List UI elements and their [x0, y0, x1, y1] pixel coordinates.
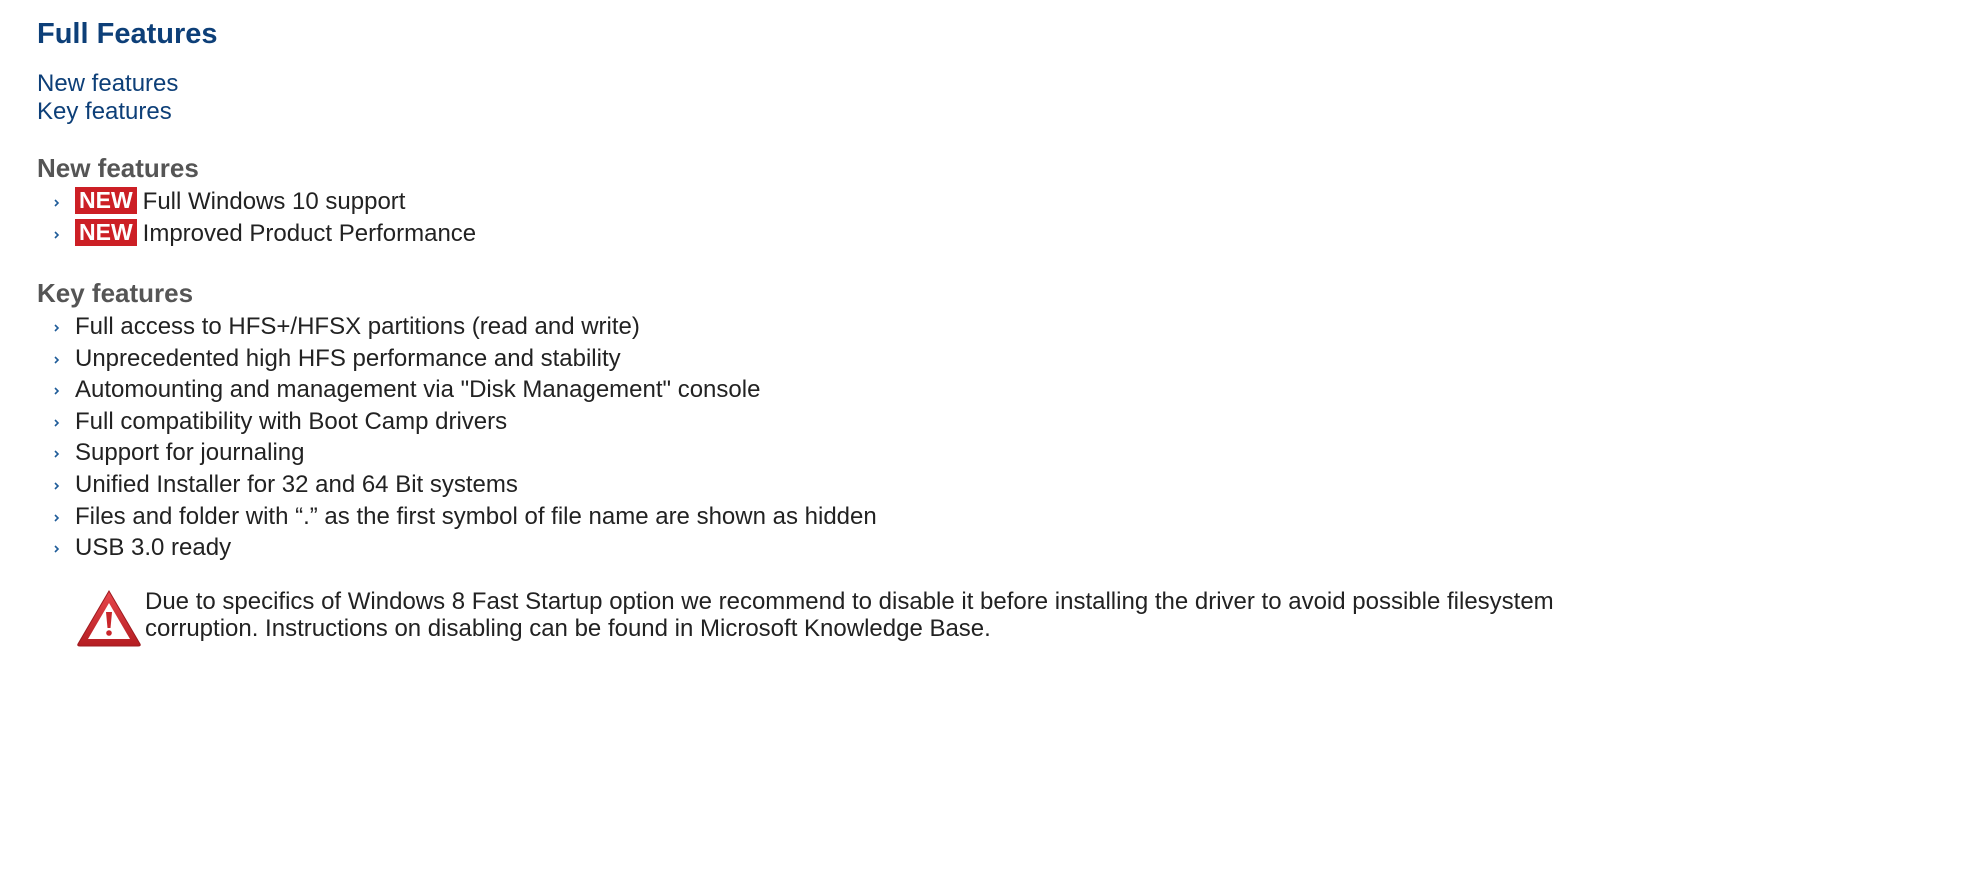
feature-text: Full access to HFS+/HFSX partitions (read and write) — [75, 313, 640, 340]
key-features-list — [37, 311, 877, 564]
chevron-right-icon — [53, 355, 61, 365]
chevron-right-icon — [53, 198, 61, 208]
feature-text: Improved Product Performance — [142, 219, 477, 247]
chevron-right-icon — [53, 481, 61, 491]
list-item — [37, 406, 877, 438]
chevron-right-icon — [53, 449, 61, 459]
feature-text: Unprecedented high HFS performance and stability — [75, 344, 621, 372]
chevron-right-icon — [53, 513, 61, 523]
feature-text: Full Windows 10 support — [142, 188, 406, 215]
feature-text: Full compatibility with Boot Camp drivers — [75, 407, 508, 435]
list-item — [37, 374, 877, 406]
list-item — [37, 437, 877, 469]
toc-link-new-features[interactable]: New features — [37, 70, 179, 97]
list-item — [37, 311, 877, 343]
chevron-right-icon — [53, 544, 61, 554]
feature-text: Automounting and management via "Disk Management" console — [75, 376, 761, 404]
page-title: Full Features — [37, 18, 218, 50]
list-item — [37, 186, 476, 218]
new-badge: NEW — [75, 187, 137, 214]
chevron-right-icon — [53, 418, 61, 428]
list-item — [37, 469, 877, 501]
toc-link-key-features[interactable]: Key features — [37, 98, 172, 125]
list-item — [37, 532, 877, 564]
feature-text: Unified Installer for 32 and 64 Bit systems — [75, 470, 518, 498]
new-badge: NEW — [75, 219, 137, 246]
notice-text: Due to specifics of Windows 8 Fast Startup option we recommend to disable it before installing the driver to avoid possible filesystem corruption. Instructions on disabling can be found in Microsoft Knowledge Base. — [145, 588, 1554, 642]
new-features-list — [37, 186, 476, 249]
feature-text: Files and folder with “.” as the first symbol of file name are shown as hidden — [75, 502, 877, 530]
list-item — [37, 501, 877, 533]
feature-text: Support for journaling — [75, 439, 305, 467]
list-item — [37, 218, 476, 250]
warning-triangle-icon — [75, 588, 143, 648]
chevron-right-icon — [53, 230, 61, 240]
feature-text: USB 3.0 ready — [75, 534, 232, 562]
list-item — [37, 343, 877, 375]
new-features-heading: New features — [37, 153, 199, 183]
table-of-contents — [37, 70, 178, 126]
key-features-heading: Key features — [37, 278, 194, 308]
chevron-right-icon — [53, 386, 61, 396]
chevron-right-icon — [53, 323, 61, 333]
